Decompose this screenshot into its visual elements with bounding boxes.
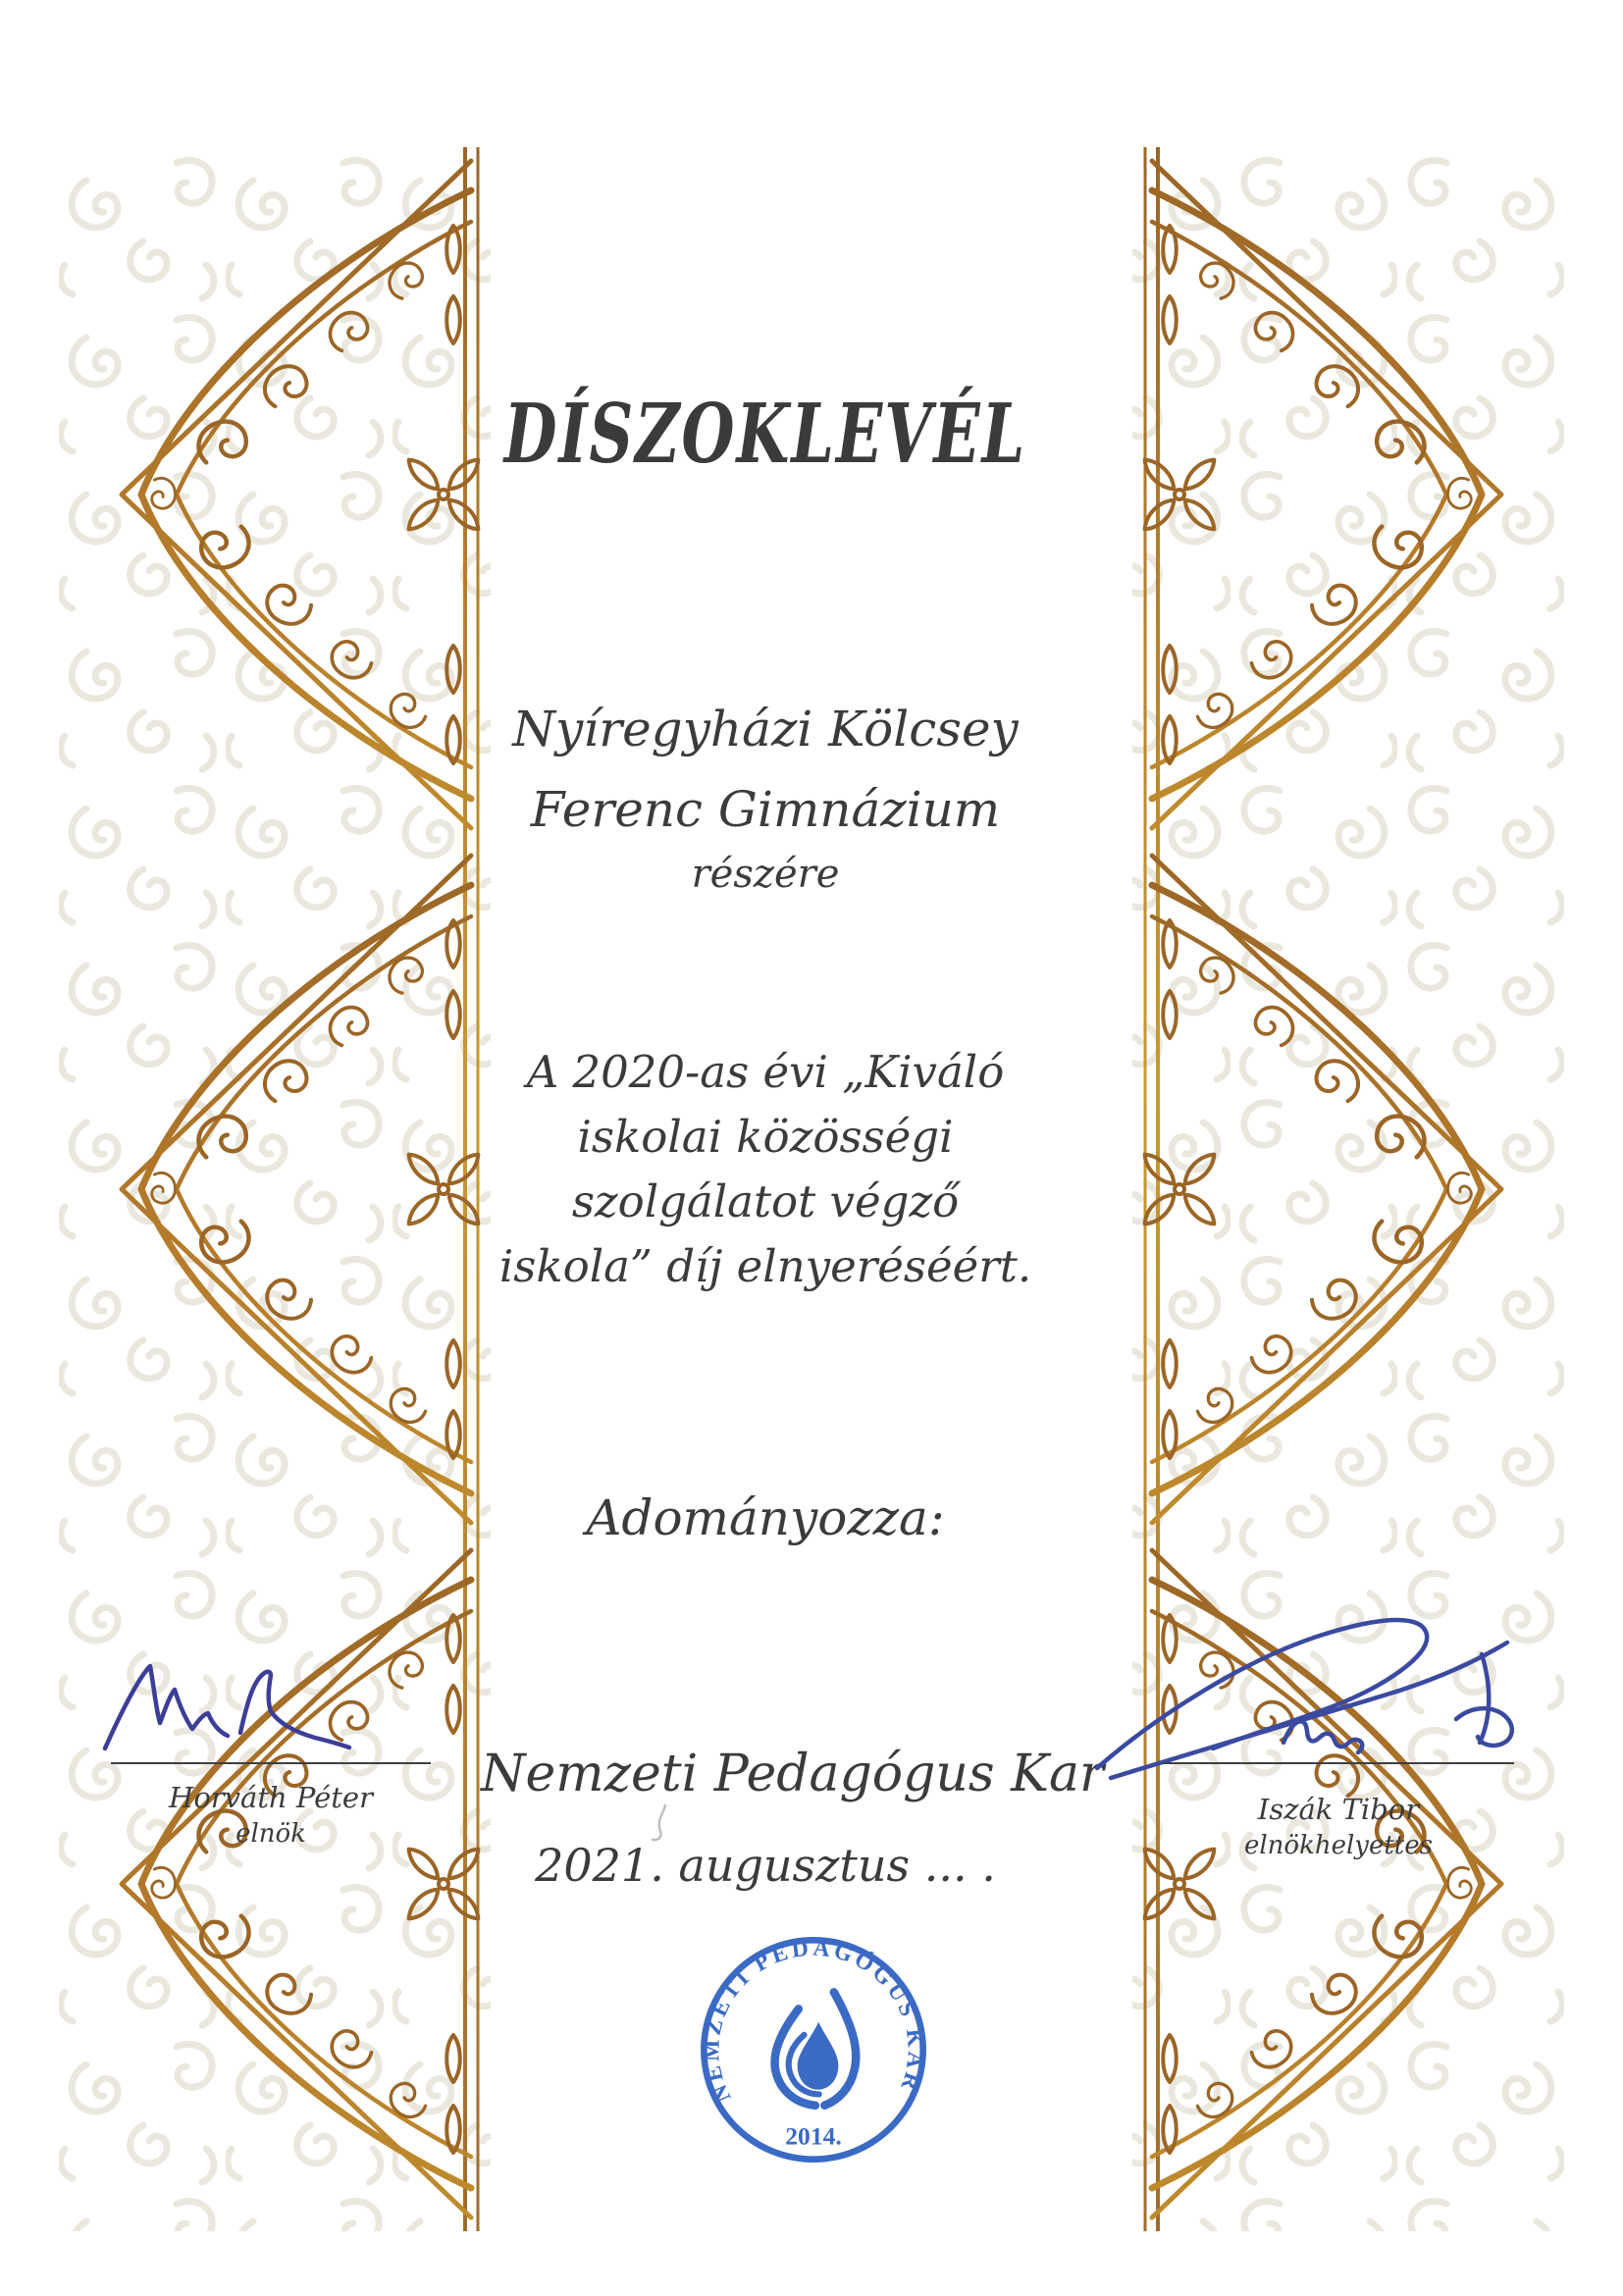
certificate-title-text: DÍSZOKLEVÉL bbox=[503, 386, 1027, 482]
certificate-title bbox=[481, 386, 1050, 482]
award-text-line3: szolgálatot végző bbox=[571, 1175, 960, 1227]
signatory-right bbox=[1163, 1790, 1514, 1862]
award-citation bbox=[481, 1040, 1050, 1299]
ornament-pattern bbox=[1132, 147, 1564, 2231]
signatory-left bbox=[111, 1778, 431, 1851]
award-text-line2: iskolai közösségi bbox=[577, 1111, 954, 1163]
signatory-left-name: Horváth Péter bbox=[169, 1781, 373, 1814]
grantor-label: Adományozza: bbox=[586, 1489, 945, 1546]
stamp-year: 2014. bbox=[785, 2121, 842, 2151]
water-drop-icon bbox=[775, 1992, 857, 2105]
handwritten-signature-left bbox=[93, 1654, 427, 1770]
recipient-name bbox=[481, 689, 1050, 850]
pen-mark bbox=[648, 1801, 677, 1847]
signatory-right-name: Iszák Tibor bbox=[1257, 1793, 1420, 1826]
signature-line-right bbox=[1163, 1762, 1514, 1764]
stamp-organization-text: NEMZETI PEDAGÓGUS KAR bbox=[699, 1935, 929, 2107]
recipient-name-line1: Nyíregyházi Kölcsey bbox=[512, 701, 1019, 757]
award-text-line4: iskola” díj elnyeréséért. bbox=[498, 1240, 1032, 1292]
ornament-pattern bbox=[59, 147, 491, 2231]
recipient-suffix: részére bbox=[691, 852, 840, 897]
recipient-name-line2: Ferenc Gimnázium bbox=[530, 781, 1001, 838]
left-ornament-border bbox=[59, 147, 491, 2231]
official-stamp bbox=[693, 1927, 934, 2172]
signatory-left-role: elnök bbox=[236, 1819, 306, 1849]
right-ornament-border bbox=[1132, 147, 1564, 2231]
signatory-right-role: elnökhelyettes bbox=[1243, 1831, 1433, 1860]
award-text-line1: A 2020-as évi „Kiváló bbox=[526, 1046, 1005, 1098]
grantor-name: Nemzeti Pedagógus Kar bbox=[481, 1745, 1104, 1803]
signature-line-left bbox=[111, 1762, 431, 1764]
date-line: 2021. augusztus ... . bbox=[535, 1839, 996, 1892]
